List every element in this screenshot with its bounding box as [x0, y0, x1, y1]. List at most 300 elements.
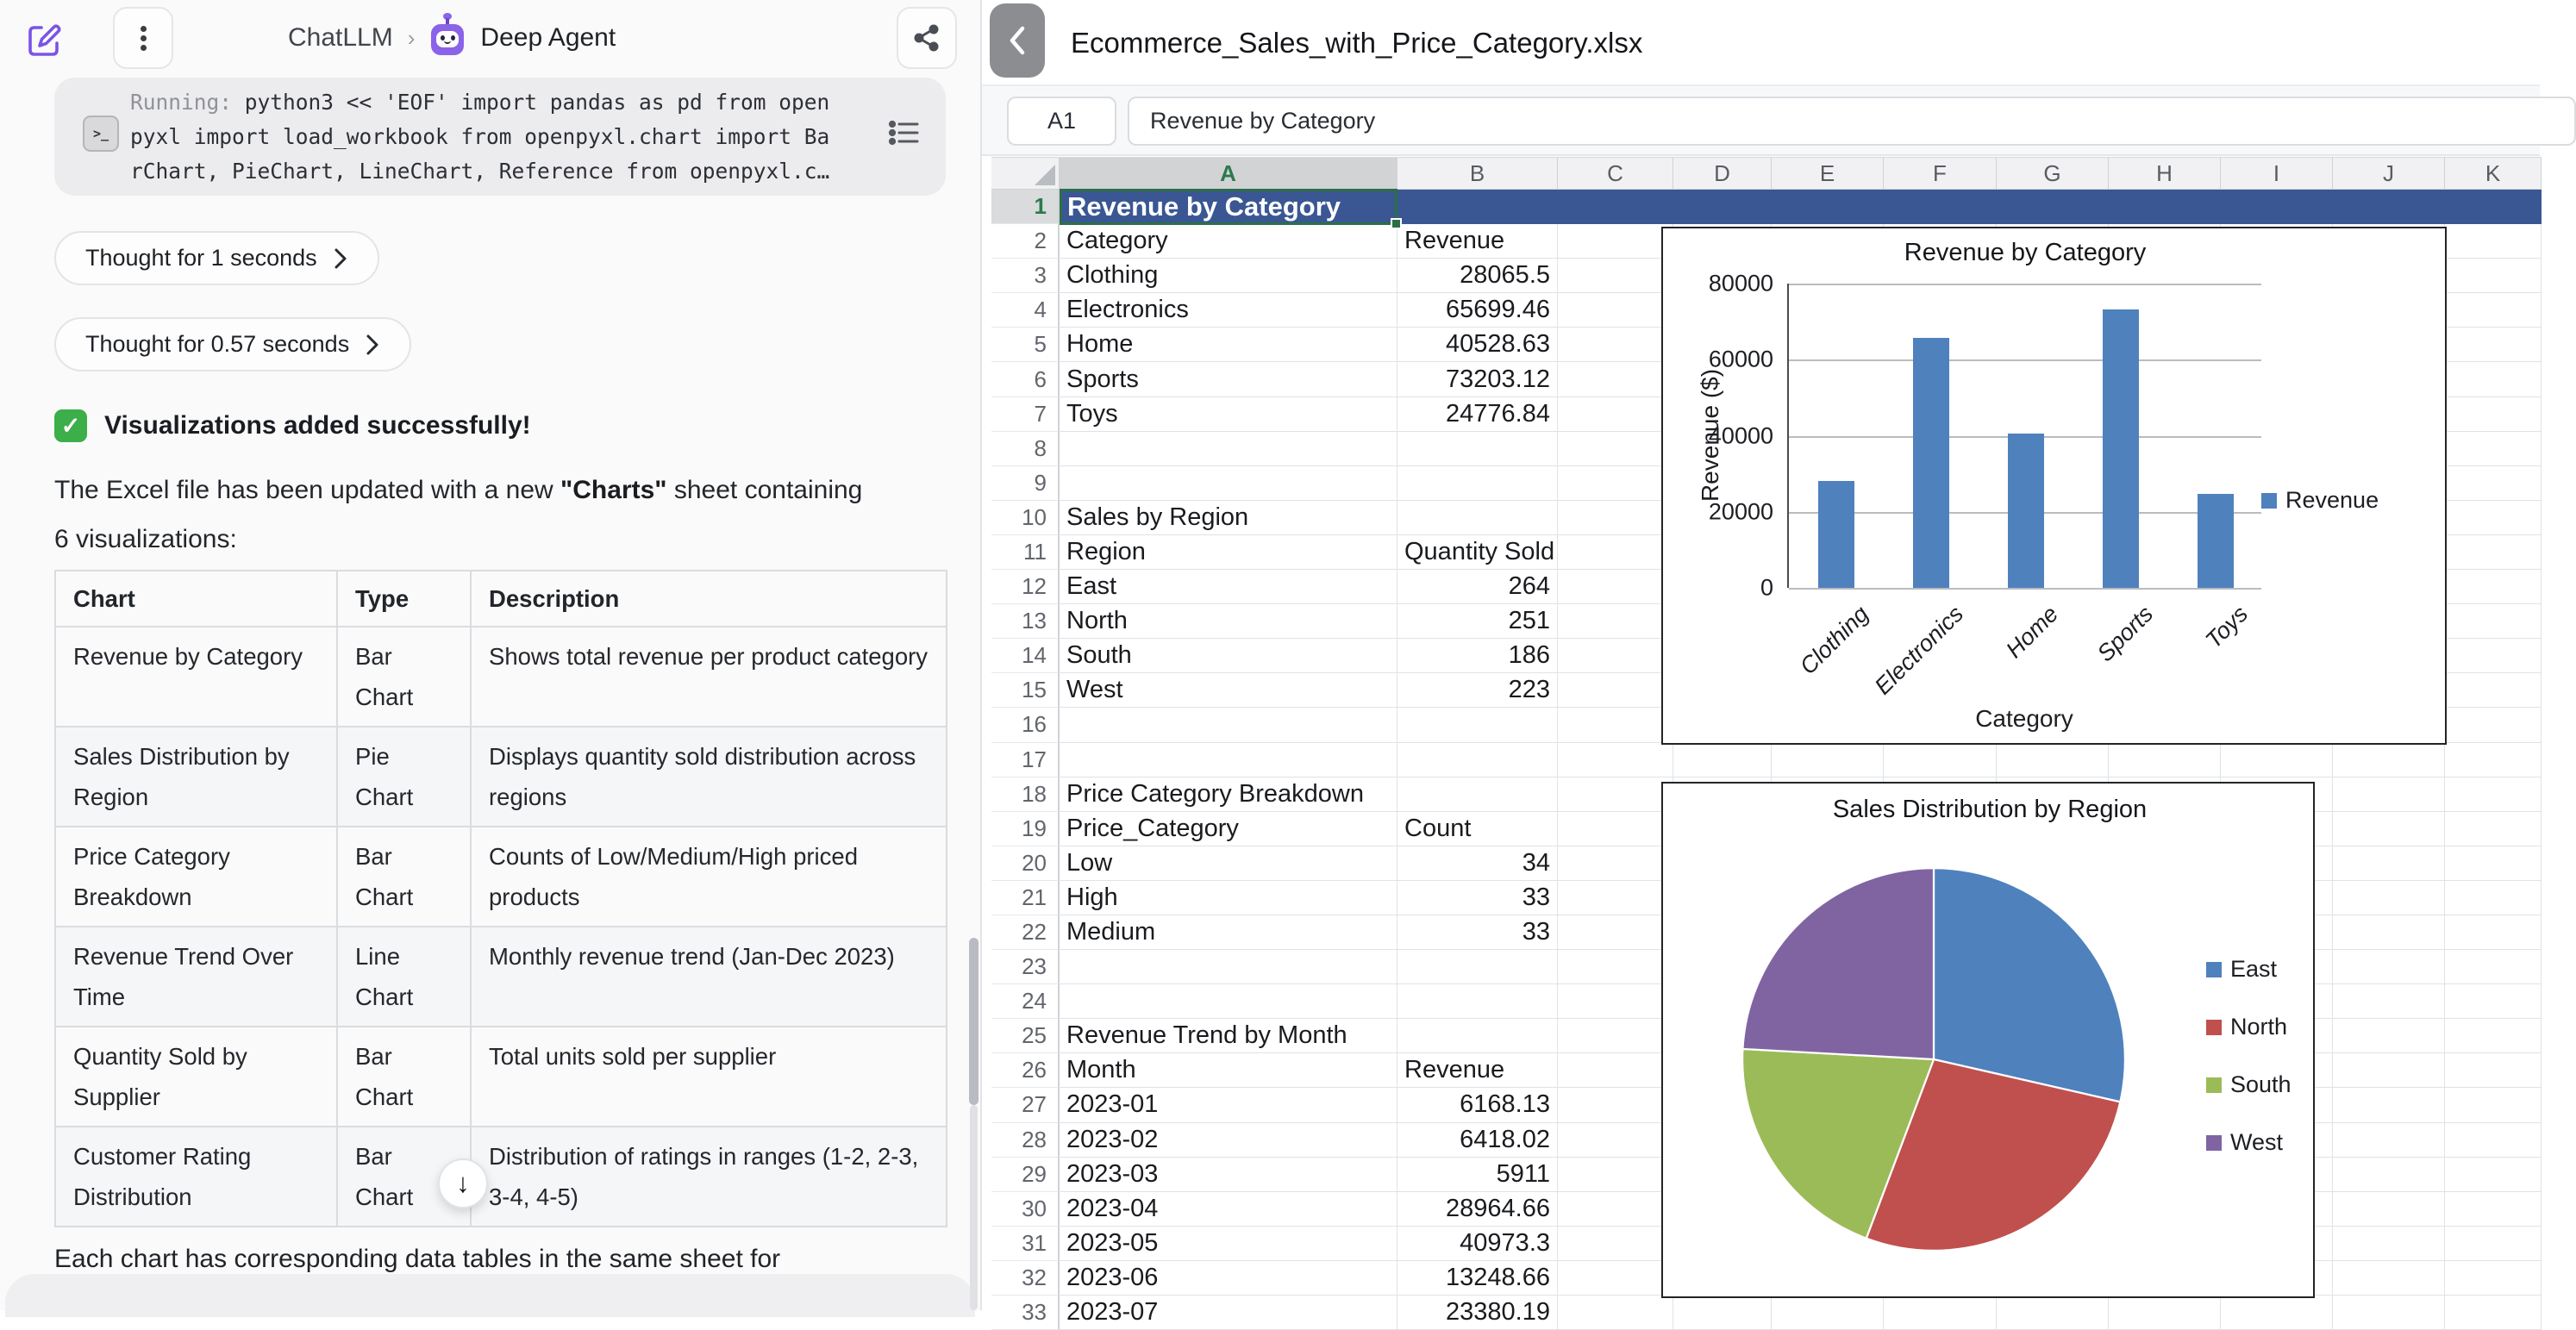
cell-C12[interactable] — [1558, 570, 1673, 604]
cell-A30[interactable]: 2023-04 — [1060, 1192, 1397, 1227]
cell-B15[interactable]: 223 — [1397, 673, 1558, 708]
cell-E17[interactable] — [1772, 743, 1884, 777]
row-number[interactable]: 30 — [991, 1192, 1060, 1227]
table-cell: Revenue by Category — [55, 627, 337, 727]
cell-A9[interactable] — [1060, 466, 1397, 501]
cell-A8[interactable] — [1060, 432, 1397, 466]
table-row — [55, 627, 947, 727]
row-number[interactable]: 2 — [991, 224, 1060, 259]
thought-label: Thought for 1 seconds — [85, 245, 317, 271]
cell-J28[interactable] — [2333, 1123, 2445, 1158]
cell-F33[interactable] — [1884, 1296, 1997, 1330]
cell-B21[interactable]: 33 — [1397, 881, 1558, 915]
cell-B25[interactable] — [1397, 1019, 1558, 1053]
row-number[interactable]: 16 — [991, 708, 1060, 742]
cell-B5[interactable]: 40528.63 — [1397, 328, 1558, 362]
table-row — [55, 927, 947, 1027]
cell-B24[interactable] — [1397, 984, 1558, 1019]
row-number[interactable]: 27 — [991, 1088, 1060, 1122]
cell-J19[interactable] — [2333, 812, 2445, 846]
legend-item-North — [2206, 1014, 2292, 1040]
table-cell: Bar Chart — [337, 827, 471, 927]
cell-A16[interactable] — [1060, 708, 1397, 742]
chat-scrollbar-thumb[interactable] — [969, 938, 979, 1105]
row-number[interactable]: 5 — [991, 328, 1060, 362]
kebab-menu-button[interactable] — [113, 7, 173, 69]
legend-label: East — [2230, 956, 2278, 982]
y-tick-label: 0 — [1760, 574, 1773, 601]
cell-A24[interactable] — [1060, 984, 1397, 1019]
cell-A1[interactable]: Revenue by Category — [1067, 191, 1341, 222]
col-header-description: Description — [471, 571, 947, 627]
y-tick-label: 80000 — [1708, 270, 1773, 297]
formula-input[interactable]: Revenue by Category — [1128, 97, 2576, 146]
cell-K21[interactable] — [2445, 881, 2542, 915]
bar-chart-y-axis-title: Revenue ($) — [1697, 368, 1723, 503]
cell-K28[interactable] — [2445, 1123, 2542, 1158]
row-number[interactable]: 28 — [991, 1123, 1060, 1158]
cell-C18[interactable] — [1558, 777, 1673, 812]
cell-B28[interactable]: 6418.02 — [1397, 1123, 1558, 1158]
success-message — [54, 409, 531, 442]
sheet-row-33 — [991, 1296, 2542, 1330]
cell-H33[interactable] — [2109, 1296, 2221, 1330]
cell-C20[interactable] — [1558, 846, 1673, 881]
row-number[interactable]: 15 — [991, 673, 1060, 708]
cell-B17[interactable] — [1397, 743, 1558, 777]
cell-C16[interactable] — [1558, 708, 1673, 742]
cell-C14[interactable] — [1558, 639, 1673, 673]
cell-A31[interactable]: 2023-05 — [1060, 1227, 1397, 1261]
cell-K33[interactable] — [2445, 1296, 2542, 1330]
cell-B32[interactable]: 13248.66 — [1397, 1261, 1558, 1296]
cell-C5[interactable] — [1558, 328, 1673, 362]
cell-E33[interactable] — [1772, 1296, 1884, 1330]
cell-C21[interactable] — [1558, 881, 1673, 915]
column-header-row — [991, 157, 2542, 190]
cell-A20[interactable]: Low — [1060, 846, 1397, 881]
cell-K5[interactable] — [2445, 328, 2542, 362]
cell-K4[interactable] — [2445, 293, 2542, 328]
check-icon: ✓ — [54, 409, 87, 442]
cell-K12[interactable] — [2445, 570, 2542, 604]
col-header-type: Type — [337, 571, 471, 627]
table-cell: Quantity Sold by Supplier — [55, 1027, 337, 1127]
row-number[interactable]: 11 — [991, 535, 1060, 570]
cell-K2[interactable] — [2445, 224, 2542, 259]
cell-K3[interactable] — [2445, 259, 2542, 293]
row-number[interactable]: 22 — [991, 915, 1060, 950]
cell-A4[interactable]: Electronics — [1060, 293, 1397, 328]
row1-title-band[interactable] — [1060, 190, 2542, 224]
cell-K9[interactable] — [2445, 466, 2542, 501]
cell-C10[interactable] — [1558, 501, 1673, 535]
cell-K23[interactable] — [2445, 950, 2542, 984]
cell-K7[interactable] — [2445, 397, 2542, 432]
cell-B11[interactable]: Quantity Sold — [1397, 535, 1558, 570]
cell-C23[interactable] — [1558, 950, 1673, 984]
legend-label: West — [2230, 1129, 2284, 1155]
row-number[interactable]: 25 — [991, 1019, 1060, 1053]
share-icon — [913, 24, 941, 52]
thought-toggle-2[interactable] — [54, 317, 411, 372]
cell-A26[interactable]: Month — [1060, 1053, 1397, 1088]
legend-marker — [2206, 1077, 2222, 1093]
bar-chart-plot-area — [1787, 284, 2261, 588]
y-tick-label: 20000 — [1708, 498, 1773, 525]
cell-B3[interactable]: 28065.5 — [1397, 259, 1558, 293]
share-button[interactable] — [897, 7, 957, 69]
cell-K10[interactable] — [2445, 501, 2542, 535]
table-cell: Customer Rating Distribution — [55, 1127, 337, 1227]
x-tick-label: Home — [2001, 601, 2064, 664]
cell-A21[interactable]: High — [1060, 881, 1397, 915]
table-row — [55, 1027, 947, 1127]
row-number[interactable]: 29 — [991, 1158, 1060, 1192]
spreadsheet-viewer-panel — [980, 0, 2540, 1327]
cell-C8[interactable] — [1558, 432, 1673, 466]
bar-chart-x-axis-title: Category — [1975, 705, 2073, 732]
row-number[interactable]: 6 — [991, 362, 1060, 397]
cell-A18[interactable]: Price Category Breakdown — [1060, 777, 1397, 812]
cell-A11[interactable]: Region — [1060, 535, 1397, 570]
cell-A13[interactable]: North — [1060, 604, 1397, 639]
cell-A33[interactable]: 2023-07 — [1060, 1296, 1397, 1330]
column-header-I[interactable]: I — [2221, 158, 2333, 190]
cell-A10[interactable]: Sales by Region — [1060, 501, 1397, 535]
cell-B29[interactable]: 5911 — [1397, 1158, 1558, 1192]
cell-B4[interactable]: 65699.46 — [1397, 293, 1558, 328]
table-cell: Price Category Breakdown — [55, 827, 337, 927]
table-header-row — [55, 571, 947, 627]
table-row — [55, 1127, 947, 1227]
cell-A28[interactable]: 2023-02 — [1060, 1123, 1397, 1158]
chat-scrollbar-track[interactable] — [970, 1105, 978, 1310]
cell-A22[interactable]: Medium — [1060, 915, 1397, 950]
cell-C31[interactable] — [1558, 1227, 1673, 1261]
column-header-K[interactable]: K — [2445, 158, 2542, 190]
breadcrumb-agent[interactable]: Deep Agent — [480, 23, 616, 52]
cell-J25[interactable] — [2333, 1019, 2445, 1053]
cell-C6[interactable] — [1558, 362, 1673, 397]
cell-A19[interactable]: Price_Category — [1060, 812, 1397, 846]
cell-K24[interactable] — [2445, 984, 2542, 1019]
legend-label: South — [2230, 1071, 2292, 1097]
row-number[interactable]: 14 — [991, 639, 1060, 673]
cell-K22[interactable] — [2445, 915, 2542, 950]
table-cell: Bar Chart — [337, 1027, 471, 1127]
breadcrumb — [288, 0, 616, 76]
row-number[interactable]: 20 — [991, 846, 1060, 881]
chat-header — [0, 0, 980, 76]
column-header-E[interactable]: E — [1772, 158, 1884, 190]
pie-chart-object[interactable] — [1661, 782, 2315, 1298]
cell-C25[interactable] — [1558, 1019, 1673, 1053]
row-number[interactable]: 9 — [991, 466, 1060, 501]
cell-C32[interactable] — [1558, 1261, 1673, 1296]
x-tick-label: Sports — [2091, 601, 2159, 667]
table-cell: Distribution of ratings in ranges (1-2, 2-3, 3-4, 4-5) — [471, 1127, 947, 1227]
row-number[interactable]: 24 — [991, 984, 1060, 1019]
table-cell: Pie Chart — [337, 727, 471, 827]
cell-A2[interactable]: Category — [1060, 224, 1397, 259]
cell-A6[interactable]: Sports — [1060, 362, 1397, 397]
cell-B20[interactable]: 34 — [1397, 846, 1558, 881]
terminal-output-block[interactable] — [54, 78, 946, 196]
row-number[interactable]: 12 — [991, 570, 1060, 604]
cell-K19[interactable] — [2445, 812, 2542, 846]
row-number[interactable]: 4 — [991, 293, 1060, 328]
cell-K17[interactable] — [2445, 743, 2542, 777]
col-header-chart: Chart — [55, 571, 337, 627]
pie-slice-West — [1742, 868, 1934, 1059]
cell-C24[interactable] — [1558, 984, 1673, 1019]
cell-J18[interactable] — [2333, 777, 2445, 812]
cell-B8[interactable] — [1397, 432, 1558, 466]
cell-D33[interactable] — [1673, 1296, 1772, 1330]
selection-border — [1060, 189, 1397, 225]
terminal-icon: >_ — [83, 116, 119, 152]
column-header-F[interactable]: F — [1884, 158, 1997, 190]
table-cell: Bar Chart — [337, 1127, 471, 1227]
cell-J30[interactable] — [2333, 1192, 2445, 1227]
column-header-J[interactable]: J — [2333, 158, 2445, 190]
bar-chart-object[interactable] — [1661, 227, 2447, 745]
legend-label: North — [2230, 1014, 2288, 1040]
cell-C4[interactable] — [1558, 293, 1673, 328]
cell-A15[interactable]: West — [1060, 673, 1397, 708]
cell-C17[interactable] — [1558, 743, 1673, 777]
cell-J24[interactable] — [2333, 984, 2445, 1019]
row-number[interactable]: 33 — [991, 1296, 1060, 1330]
row-number[interactable]: 10 — [991, 501, 1060, 535]
row-number[interactable]: 32 — [991, 1261, 1060, 1296]
table-cell: Counts of Low/Medium/High priced products — [471, 827, 947, 927]
cell-C11[interactable] — [1558, 535, 1673, 570]
row-number[interactable]: 18 — [991, 777, 1060, 812]
column-header-G[interactable]: G — [1997, 158, 2109, 190]
cell-B19[interactable]: Count — [1397, 812, 1558, 846]
chat-panel — [0, 0, 980, 1310]
cell-A27[interactable]: 2023-01 — [1060, 1088, 1397, 1122]
log-list-icon[interactable] — [889, 119, 920, 151]
column-header-C[interactable]: C — [1558, 158, 1673, 190]
cell-K6[interactable] — [2445, 362, 2542, 397]
cell-H17[interactable] — [2109, 743, 2221, 777]
success-title: Visualizations added successfully! — [104, 411, 531, 440]
select-all-corner[interactable] — [991, 158, 1060, 190]
table-cell: Total units sold per supplier — [471, 1027, 947, 1127]
robot-agent-icon — [429, 20, 466, 56]
cell-B2[interactable]: Revenue — [1397, 224, 1558, 259]
cell-K18[interactable] — [2445, 777, 2542, 812]
legend-item-West — [2206, 1129, 2292, 1156]
cell-A7[interactable]: Toys — [1060, 397, 1397, 432]
cell-B22[interactable]: 33 — [1397, 915, 1558, 950]
cell-K26[interactable] — [2445, 1053, 2542, 1088]
cell-A12[interactable]: East — [1060, 570, 1397, 604]
cell-K31[interactable] — [2445, 1227, 2542, 1261]
cell-C22[interactable] — [1558, 915, 1673, 950]
cell-A25[interactable]: Revenue Trend by Month — [1060, 1019, 1397, 1053]
cell-A17[interactable] — [1060, 743, 1397, 777]
cell-B30[interactable]: 28964.66 — [1397, 1192, 1558, 1227]
cell-K30[interactable] — [2445, 1192, 2542, 1227]
cell-K15[interactable] — [2445, 673, 2542, 708]
row-number[interactable]: 19 — [991, 812, 1060, 846]
cell-K11[interactable] — [2445, 535, 2542, 570]
table-row — [55, 827, 947, 927]
row-number[interactable]: 13 — [991, 604, 1060, 639]
cell-C13[interactable] — [1558, 604, 1673, 639]
cell-K20[interactable] — [2445, 846, 2542, 881]
cell-C30[interactable] — [1558, 1192, 1673, 1227]
file-title: Ecommerce_Sales_with_Price_Category.xlsx — [1071, 27, 1643, 59]
back-button[interactable] — [990, 3, 1045, 78]
cell-K16[interactable] — [2445, 708, 2542, 742]
row-number[interactable]: 21 — [991, 881, 1060, 915]
legend-marker — [2206, 1020, 2222, 1035]
cell-A3[interactable]: Clothing — [1060, 259, 1397, 293]
row-number[interactable]: 26 — [991, 1053, 1060, 1088]
table-cell: Monthly revenue trend (Jan-Dec 2023) — [471, 927, 947, 1027]
cell-G33[interactable] — [1997, 1296, 2109, 1330]
row-number[interactable]: 8 — [991, 432, 1060, 466]
cell-B14[interactable]: 186 — [1397, 639, 1558, 673]
cell-J33[interactable] — [2333, 1296, 2445, 1330]
column-header-B[interactable]: B — [1397, 158, 1558, 190]
cell-C2[interactable] — [1558, 224, 1673, 259]
cell-A5[interactable]: Home — [1060, 328, 1397, 362]
cell-I33[interactable] — [2221, 1296, 2333, 1330]
cell-C3[interactable] — [1558, 259, 1673, 293]
scroll-to-bottom-button[interactable]: ↓ — [438, 1158, 488, 1208]
legend-item-South — [2206, 1071, 2292, 1098]
cell-A32[interactable]: 2023-06 — [1060, 1261, 1397, 1296]
table-cell: Bar Chart — [337, 627, 471, 727]
row-number[interactable]: 31 — [991, 1227, 1060, 1261]
row-number[interactable]: 1 — [991, 190, 1060, 224]
bar-chart-title: Revenue by Category — [1904, 239, 2147, 266]
kebab-icon — [141, 26, 147, 32]
cell-K25[interactable] — [2445, 1019, 2542, 1053]
cell-K32[interactable] — [2445, 1261, 2542, 1296]
pie-chart-title: Sales Distribution by Region — [1832, 796, 2148, 823]
cell-F17[interactable] — [1884, 743, 1997, 777]
cell-B16[interactable] — [1397, 708, 1558, 742]
terminal-command-text: Running: python3 << 'EOF' import pandas as pd from open pyxl import load_workbook from openpyxl.chart import Ba rChart, PieChart, LineChart, Reference from openpyxl.c… — [130, 90, 830, 184]
breadcrumb-app[interactable]: ChatLLM — [288, 23, 393, 52]
cell-J32[interactable] — [2333, 1261, 2445, 1296]
corner-triangle-icon — [1035, 165, 1055, 185]
column-header-H[interactable]: H — [2109, 158, 2221, 190]
fill-handle[interactable] — [1391, 218, 1402, 229]
intro-paragraph: The Excel file has been updated with a new "Charts" sheet containing 6 visualizations: — [54, 476, 863, 553]
cell-C28[interactable] — [1558, 1123, 1673, 1158]
pie-graphic — [1733, 859, 2135, 1260]
y-tick-label: 40000 — [1708, 422, 1773, 448]
cell-K29[interactable] — [2445, 1158, 2542, 1192]
x-tick-label: Electronics — [1869, 601, 1969, 700]
cell-D17[interactable] — [1673, 743, 1772, 777]
footer-text: Each chart has corresponding data tables in the same sheet for — [54, 1245, 781, 1273]
cell-B18[interactable] — [1397, 777, 1558, 812]
bar-Sports — [2103, 309, 2139, 588]
cell-C33[interactable] — [1558, 1296, 1673, 1330]
cell-J22[interactable] — [2333, 915, 2445, 950]
table-cell: Revenue Trend Over Time — [55, 927, 337, 1027]
cell-reference-box[interactable]: A1 — [1007, 97, 1116, 146]
cell-J23[interactable] — [2333, 950, 2445, 984]
column-header-D[interactable]: D — [1673, 158, 1772, 190]
y-tick-label: 60000 — [1708, 346, 1773, 372]
cell-I17[interactable] — [2221, 743, 2333, 777]
cell-A29[interactable]: 2023-03 — [1060, 1158, 1397, 1192]
cell-B12[interactable]: 264 — [1397, 570, 1558, 604]
cell-C9[interactable] — [1558, 466, 1673, 501]
cell-B10[interactable] — [1397, 501, 1558, 535]
cell-J21[interactable] — [2333, 881, 2445, 915]
cell-A23[interactable] — [1060, 950, 1397, 984]
gridline — [1789, 588, 2261, 590]
row-number[interactable]: 17 — [991, 743, 1060, 777]
bar-Clothing — [1818, 481, 1854, 588]
cell-J17[interactable] — [2333, 743, 2445, 777]
cell-B13[interactable]: 251 — [1397, 604, 1558, 639]
cell-C19[interactable] — [1558, 812, 1673, 846]
cell-B26[interactable]: Revenue — [1397, 1053, 1558, 1088]
sheet-row-1 — [991, 190, 2542, 224]
viewer-titlebar — [982, 0, 2540, 86]
chevron-left-icon — [1005, 23, 1029, 58]
cell-K14[interactable] — [2445, 639, 2542, 673]
message-input-container[interactable] — [5, 1274, 975, 1317]
cell-J20[interactable] — [2333, 846, 2445, 881]
cell-C27[interactable] — [1558, 1088, 1673, 1122]
row-number[interactable]: 7 — [991, 397, 1060, 432]
cell-B6[interactable]: 73203.12 — [1397, 362, 1558, 397]
cell-C29[interactable] — [1558, 1158, 1673, 1192]
legend-item-East — [2206, 956, 2292, 983]
cell-J29[interactable] — [2333, 1158, 2445, 1192]
cell-B33[interactable]: 23380.19 — [1397, 1296, 1558, 1330]
gridline — [1789, 359, 2261, 361]
cell-C26[interactable] — [1558, 1053, 1673, 1088]
bar-Toys — [2198, 494, 2234, 588]
cell-C15[interactable] — [1558, 673, 1673, 708]
cell-K27[interactable] — [2445, 1088, 2542, 1122]
compose-icon[interactable] — [24, 21, 64, 60]
cell-B7[interactable]: 24776.84 — [1397, 397, 1558, 432]
cell-K8[interactable] — [2445, 432, 2542, 466]
cell-C7[interactable] — [1558, 397, 1673, 432]
cell-A14[interactable]: South — [1060, 639, 1397, 673]
cell-B27[interactable]: 6168.13 — [1397, 1088, 1558, 1122]
row-number[interactable]: 3 — [991, 259, 1060, 293]
cell-B31[interactable]: 40973.3 — [1397, 1227, 1558, 1261]
cell-J27[interactable] — [2333, 1088, 2445, 1122]
table-row — [55, 727, 947, 827]
cell-K13[interactable] — [2445, 604, 2542, 639]
row-number[interactable]: 23 — [991, 950, 1060, 984]
cell-B9[interactable] — [1397, 466, 1558, 501]
cell-J26[interactable] — [2333, 1053, 2445, 1088]
thought-toggle-1[interactable] — [54, 231, 379, 285]
cell-J31[interactable] — [2333, 1227, 2445, 1261]
column-header-A[interactable]: A — [1060, 158, 1397, 190]
cell-G17[interactable] — [1997, 743, 2109, 777]
cell-B23[interactable] — [1397, 950, 1558, 984]
